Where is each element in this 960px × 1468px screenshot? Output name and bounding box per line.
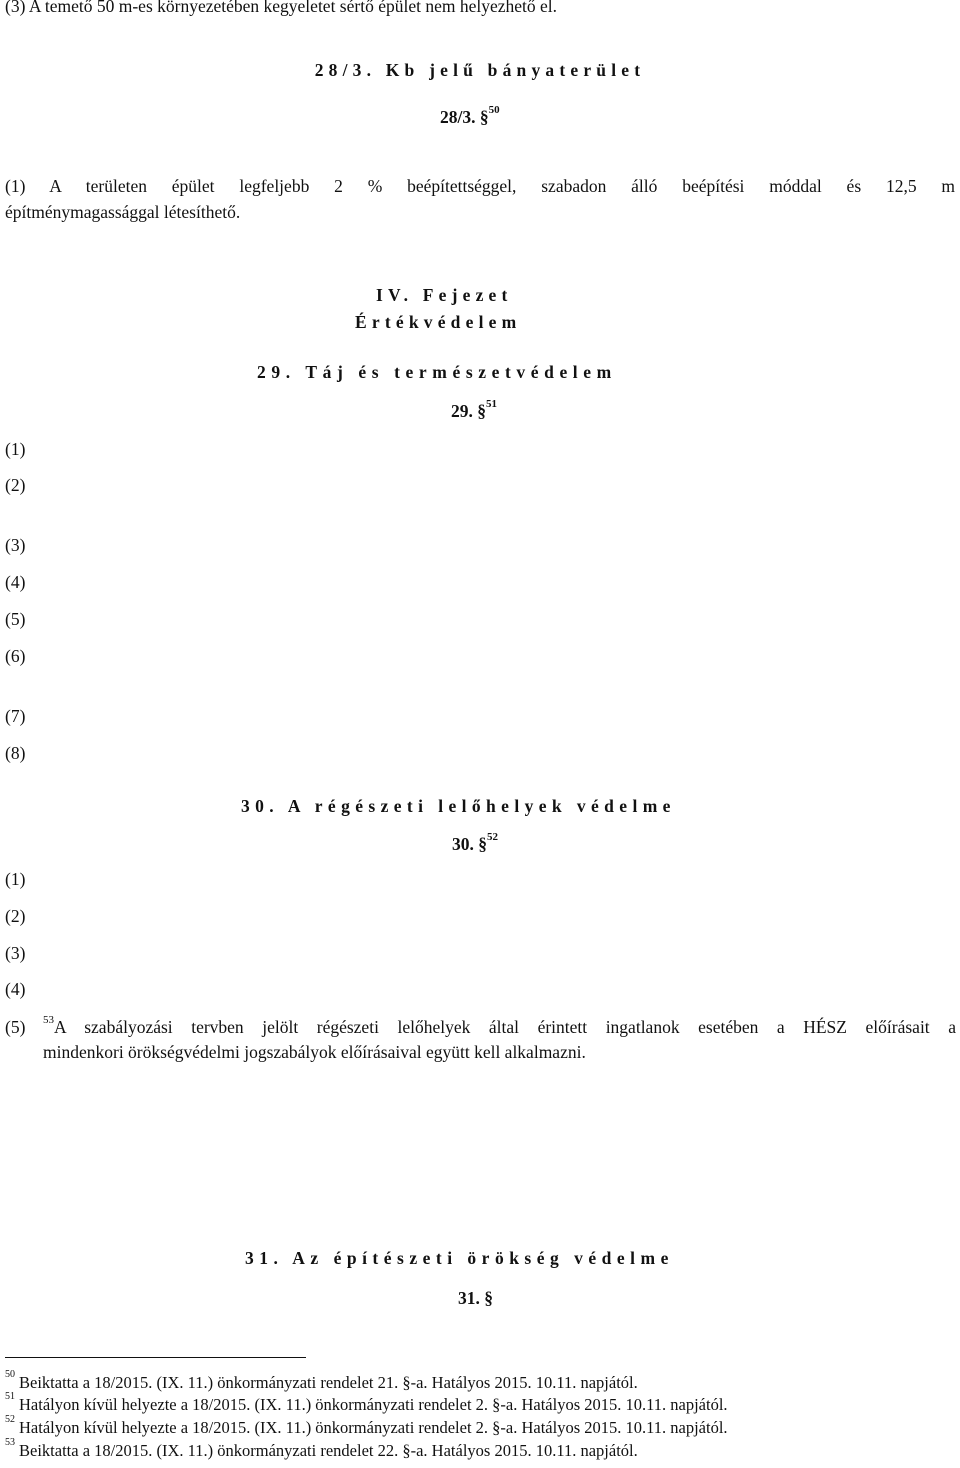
paragraph-number: (3) (5, 535, 26, 555)
paragraph-label-text: 30. § (452, 834, 487, 854)
chapter-title: IV. Fejezet (376, 285, 513, 305)
footnote-text: Hatályon kívül helyezte a 18/2015. (IX. 11.) önkormányzati rendelet 2. §-a. Hatályos 2015. 10.11. napjától. (19, 1418, 728, 1437)
paragraph-label-31: 31. § (458, 1288, 493, 1308)
paragraph-number: (5) (5, 609, 26, 629)
footnote-53 (5, 1437, 638, 1461)
footnote-number: 51 (5, 1391, 15, 1402)
chapter-subtitle: Értékvédelem (355, 312, 522, 332)
footnote-51 (5, 1391, 728, 1415)
section-title-29: 29. Táj és természetvédelem (257, 362, 617, 382)
footnote-text: Hatályon kívül helyezte a 18/2015. (IX. 11.) önkormányzati rendelet 2. §-a. Hatályos 2015. 10.11. napjától. (19, 1395, 728, 1414)
paragraph-number: (7) (5, 706, 26, 726)
section-title-31: 31. Az építészeti örökség védelme (245, 1248, 674, 1268)
paragraph-number: (2) (5, 906, 26, 926)
paragraph-3-cemetery: (3) A temető 50 m-es környezetében kegyeletet sértő épület nem helyezhető el. (5, 0, 558, 16)
footnote-52 (5, 1414, 728, 1438)
paragraph-28-3-1-line1: (1) A területen épület legfeljebb 2 % beépítettséggel, szabadon álló beépítési móddal és 12,5 m (5, 176, 955, 196)
footnote-ref-51: 51 (486, 398, 497, 410)
footnote-ref-50: 50 (488, 104, 500, 116)
paragraph-label-30 (452, 831, 498, 855)
paragraph-number: (4) (5, 572, 26, 592)
paragraph-30-5-line1 (43, 1014, 956, 1038)
paragraph-30-5-line2: mindenkori örökségvédelmi jogszabályok előírásaival együtt kell alkalmazni. (43, 1042, 586, 1062)
footnote-separator (5, 1357, 306, 1358)
paragraph-number: (4) (5, 979, 26, 999)
section-title-30: 30. A régészeti lelőhelyek védelme (241, 796, 676, 816)
footnote-number: 53 (5, 1437, 15, 1448)
footnote-ref-52: 52 (487, 831, 498, 843)
paragraph-number: (3) (5, 943, 26, 963)
footnote-text: Beiktatta a 18/2015. (IX. 11.) önkormányzati rendelet 22. §-a. Hatályos 2015. 10.11. napjától. (19, 1441, 638, 1460)
footnote-50 (5, 1369, 638, 1393)
footnote-text: Beiktatta a 18/2015. (IX. 11.) önkormányzati rendelet 21. §-a. Hatályos 2015. 10.11. napjától. (19, 1373, 638, 1392)
footnote-number: 52 (5, 1414, 15, 1425)
paragraph-number: (5) (5, 1017, 26, 1037)
paragraph-label-29 (451, 398, 497, 422)
paragraph-number: (2) (5, 475, 26, 495)
paragraph-label-text: 28/3. § (440, 107, 489, 127)
paragraph-text: A szabályozási tervben jelölt régészeti lelőhelyek által érintett ingatlanok esetében a HÉSZ előírásait a (54, 1017, 956, 1037)
paragraph-label-28-3 (440, 104, 500, 128)
paragraph-number: (1) (5, 439, 26, 459)
footnote-number: 50 (5, 1369, 15, 1380)
paragraph-number: (8) (5, 743, 26, 763)
paragraph-label-text: 29. § (451, 401, 486, 421)
paragraph-28-3-1-line2: építménymagassággal létesíthető. (5, 202, 241, 222)
footnote-ref-53: 53 (43, 1014, 54, 1026)
section-title-28-3: 28/3. Kb jelű bányaterület (314, 60, 646, 80)
paragraph-number: (1) (5, 869, 26, 889)
paragraph-number: (6) (5, 646, 26, 666)
